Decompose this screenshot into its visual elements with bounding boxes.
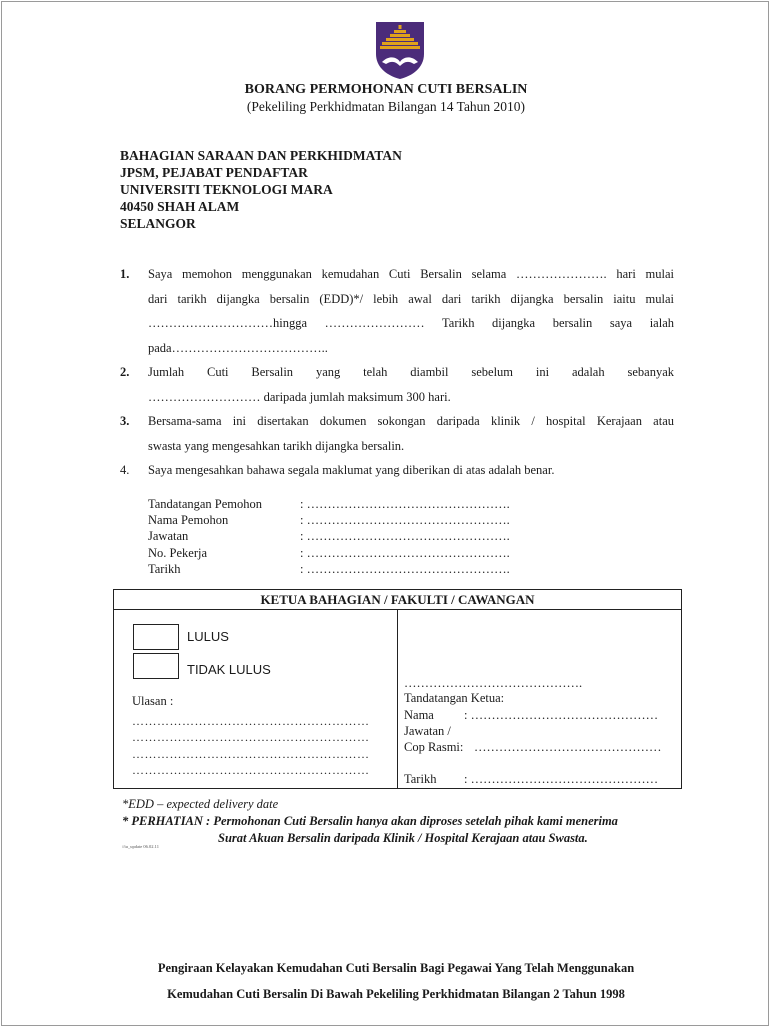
item-number: 1.: [120, 267, 130, 281]
address-line: UNIVERSITI TEKNOLOGI MARA: [120, 182, 333, 197]
item-line: pada………………………………..: [148, 340, 328, 355]
date-field[interactable]: : ………………………………………….: [300, 561, 510, 576]
declaration-item-4: [120, 458, 674, 483]
field-label: Tarikh: [148, 561, 181, 576]
item-line: Bersama-sama ini disertakan dokumen sokongan daripada klinik / hospital Kerajaan atau: [148, 414, 674, 428]
university-crest-logo: [374, 20, 426, 80]
recipient-address: [120, 147, 402, 232]
form-subtitle: (Pekeliling Perkhidmatan Bilangan 14 Tahun 2010): [246, 99, 526, 114]
attention-note-line1: [122, 814, 618, 829]
approved-label: LULUS: [187, 629, 229, 644]
item-line: swasta yang mengesahkan tarikh dijangka bersalin.: [148, 438, 405, 453]
rejected-checkbox[interactable]: [133, 653, 179, 679]
date-row: [148, 561, 510, 577]
address-line: 40450 SHAH ALAM: [120, 199, 240, 214]
edd-note: *EDD – expected delivery date: [122, 797, 279, 811]
name-row: [148, 512, 510, 528]
rejected-label: TIDAK LULUS: [187, 662, 271, 677]
remarks-line[interactable]: …………………………………………………: [132, 747, 370, 761]
approval-heading: KETUA BAHAGIAN / FAKULTI / CAWANGAN: [114, 590, 681, 610]
head-name-field[interactable]: : ………………………………………: [464, 708, 659, 722]
footer-heading-line1: Pengiraan Kelayakan Kemudahan Cuti Bersalin Bagi Pegawai Yang Telah Menggunakan: [157, 961, 635, 975]
form-title: BORANG PERMOHONAN CUTI BERSALIN: [244, 82, 528, 97]
field-label: No. Pekerja: [148, 545, 208, 560]
item-line: …………………………hingga …………………… Tarikh dijangka bersalin saya ialah: [148, 316, 674, 330]
head-position-label: Jawatan /: [404, 724, 451, 738]
address-line: SELANGOR: [120, 216, 196, 231]
head-date-label: Tarikh: [404, 772, 437, 786]
position-row: [148, 528, 510, 544]
declaration-item-1: [120, 262, 674, 360]
head-name-label: Nama: [404, 708, 434, 722]
applicant-signature-block: [148, 496, 510, 577]
signature-row: [148, 496, 510, 512]
approved-checkbox[interactable]: [133, 624, 179, 650]
item-line: dari tarikh dijangka bersalin (EDD)*/ lebih awal dari tarikh dijangka bersalin iaitu mulai: [148, 291, 674, 306]
remarks-line[interactable]: …………………………………………………: [132, 714, 370, 728]
employee-number-field[interactable]: : ………………………………………….: [300, 545, 510, 560]
address-line: BAHAGIAN SARAAN DAN PERKHIDMATAN: [120, 148, 402, 163]
position-field[interactable]: : ………………………………………….: [300, 529, 510, 544]
official-stamp-field[interactable]: ………………………………………: [474, 740, 662, 754]
head-date-field[interactable]: : ………………………………………: [464, 772, 659, 786]
attention-note-line2: [218, 831, 588, 846]
address-line: JPSM, PEJABAT PENDAFTAR: [120, 165, 308, 180]
remarks-line[interactable]: …………………………………………………: [132, 730, 370, 744]
item-line: Jumlah Cuti Bersalin yang telah diambil sebelum ini adalah sebanyak: [148, 365, 674, 379]
field-label: Nama Pemohon: [148, 513, 229, 528]
revision-note: //tu_update 06.02.11: [122, 844, 159, 849]
item-number: 2.: [120, 365, 130, 379]
signature-field[interactable]: : ………………………………………….: [300, 497, 510, 511]
head-signature-label: Tandatangan Ketua:: [404, 691, 505, 705]
item-number: 3.: [120, 414, 130, 428]
employee-number-row: [148, 545, 510, 561]
item-line: Saya memohon menggunakan kemudahan Cuti Bersalin selama …………………. hari mulai: [148, 267, 674, 281]
remarks-line[interactable]: …………………………………………………: [132, 763, 370, 777]
approval-divider: [397, 609, 398, 789]
item-line: Saya mengesahkan bahawa segala maklumat yang diberikan di atas adalah benar.: [148, 463, 555, 477]
attention-text: Permohonan Cuti Bersalin hanya akan diproses setelah pihak kami menerima: [213, 814, 618, 828]
field-label: Jawatan: [148, 529, 189, 544]
attention-label: * PERHATIAN :: [122, 814, 211, 828]
field-label: Tandatangan Pemohon: [148, 497, 263, 511]
head-signature-line[interactable]: …………………………………….: [404, 676, 583, 690]
remarks-label: Ulasan :: [132, 694, 174, 708]
name-field[interactable]: : ………………………………………….: [300, 513, 510, 528]
attention-text: Surat Akuan Bersalin daripada Klinik / Hospital Kerajaan atau Swasta.: [218, 831, 588, 845]
declaration-item-2: [120, 360, 674, 409]
approval-box: [113, 589, 682, 789]
declaration-item-3: [120, 409, 674, 458]
official-stamp-label: Cop Rasmi:: [404, 740, 464, 754]
item-line: ……………………… daripada jumlah maksimum 300 hari.: [148, 389, 451, 404]
footer-heading-line2: Kemudahan Cuti Bersalin Di Bawah Pekeliling Perkhidmatan Bilangan 2 Tahun 1998: [167, 987, 625, 1001]
item-number: 4.: [120, 463, 130, 477]
